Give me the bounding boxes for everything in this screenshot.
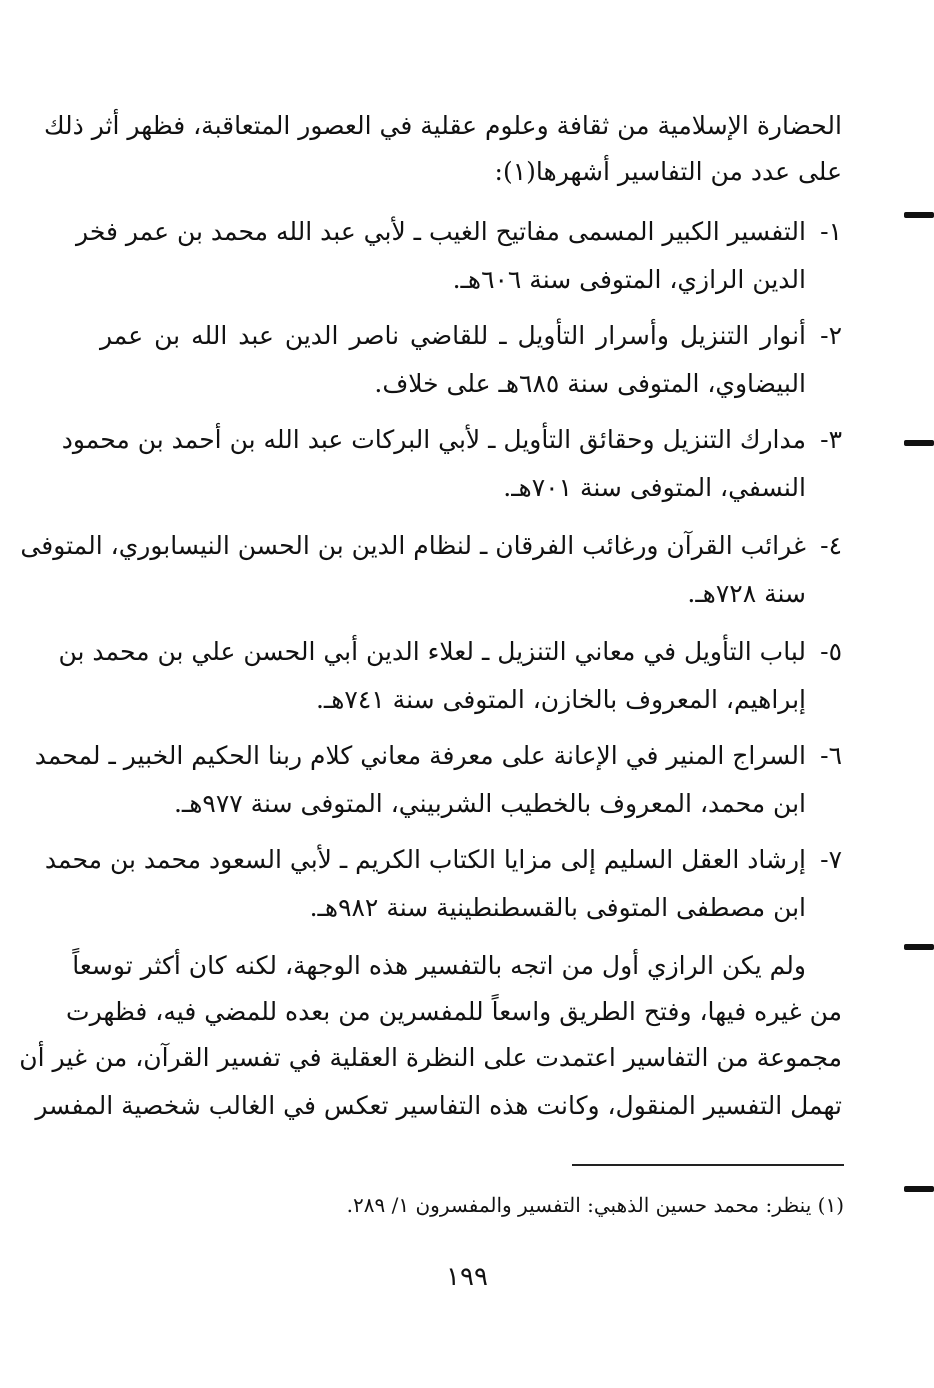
item-line: التفسير الكبير المسمى مفاتيح الغيب ـ لأبي عبد الله محمد بن عمر فخر bbox=[76, 217, 806, 246]
item-line: ابن محمد، المعروف بالخطيب الشربيني، المتوفى سنة ٩٧٧هـ. bbox=[173, 789, 806, 818]
item-number: ٥- bbox=[820, 637, 842, 666]
item-number: ٦- bbox=[820, 741, 842, 770]
paragraph-line: من غيره فيها، وفتح الطريق واسعاً للمفسرين من بعده للمضي فيه، فظهرت bbox=[66, 997, 842, 1026]
item-number: ٧- bbox=[820, 845, 842, 874]
item-line: ابن مصطفى المتوفى بالقسطنطينية سنة ٩٨٢هـ. bbox=[309, 893, 806, 922]
item-line: السراج المنير في الإعانة على معرفة معاني كلام ربنا الحكيم الخبير ـ لمحمد bbox=[34, 741, 806, 770]
item-number: ١- bbox=[820, 217, 842, 246]
item-line: سنة ٧٢٨هـ. bbox=[687, 579, 806, 608]
paragraph-line: ولم يكن الرازي أول من اتجه بالتفسير هذه الوجهة، لكنه كان أكثر توسعاً bbox=[72, 951, 806, 980]
item-line: إبراهيم، المعروف بالخازن، المتوفى سنة ٧٤١هـ. bbox=[315, 685, 806, 714]
paragraph-line: تهمل التفسير المنقول، وكانت هذه التفاسير تعكس في الغالب شخصية المفسر bbox=[35, 1091, 842, 1120]
item-line: إرشاد العقل السليم إلى مزايا الكتاب الكريم ـ لأبي السعود محمد بن محمد bbox=[44, 845, 806, 874]
scan-edge-mark bbox=[904, 212, 934, 218]
item-line: لباب التأويل في معاني التنزيل ـ لعلاء الدين أبي الحسن علي بن محمد بن bbox=[58, 637, 806, 666]
scan-edge-mark bbox=[904, 1186, 934, 1192]
item-number: ٣- bbox=[820, 425, 842, 454]
scan-edge-mark bbox=[904, 440, 934, 446]
footnote-separator bbox=[572, 1164, 844, 1166]
item-line: البيضاوي، المتوفى سنة ٦٨٥هـ على خلاف. bbox=[374, 369, 806, 398]
paragraph-line: مجموعة من التفاسير اعتمدت على النظرة العقلية في تفسير القرآن، من غير أن bbox=[19, 1043, 842, 1072]
item-number: ٤- bbox=[820, 531, 842, 560]
item-line: أنوار التنزيل وأسرار التأويل ـ للقاضي ناصر الدين عبد الله بن عمر bbox=[100, 321, 806, 350]
item-line: مدارك التنزيل وحقائق التأويل ـ لأبي البركات عبد الله بن أحمد بن محمود bbox=[61, 425, 806, 454]
item-line: الدين الرازي، المتوفى سنة ٦٠٦هـ. bbox=[452, 265, 806, 294]
item-number: ٢- bbox=[820, 321, 842, 350]
item-line: النسفي، المتوفى سنة ٧٠١هـ. bbox=[503, 473, 806, 502]
page-number: ١٩٩ bbox=[446, 1262, 488, 1292]
item-line: غرائب القرآن ورغائب الفرقان ـ لنظام الدين بن الحسن النيسابوري، المتوفى bbox=[20, 531, 806, 560]
intro-line-2: على عدد من التفاسير أشهرها(١): bbox=[494, 157, 842, 186]
footnote: (١) ينظر: محمد حسين الذهبي: التفسير والمفسرون ١/ ٢٨٩. bbox=[346, 1193, 844, 1217]
scan-edge-mark bbox=[904, 944, 934, 950]
intro-line-1: الحضارة الإسلامية من ثقافة وعلوم عقلية في العصور المتعاقبة، فظهر أثر ذلك bbox=[43, 111, 842, 140]
